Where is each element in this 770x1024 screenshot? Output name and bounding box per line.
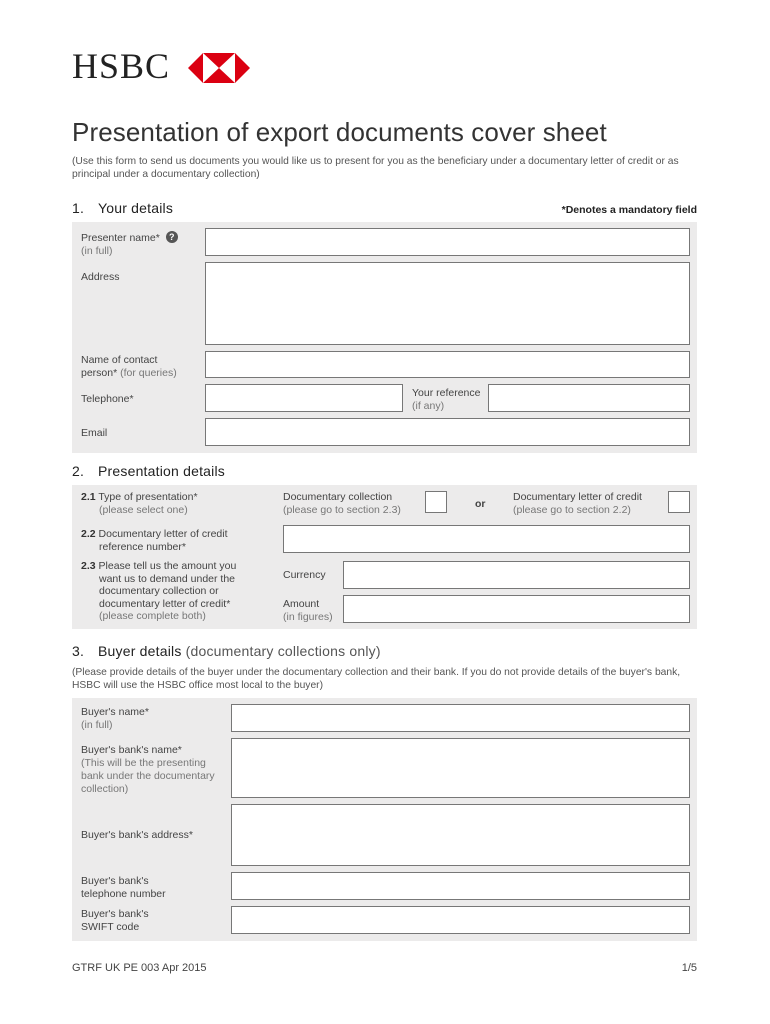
hsbc-logo-text: HSBC	[72, 46, 171, 86]
telephone-label: Telephone*	[81, 393, 134, 405]
email-label: Email	[81, 427, 108, 439]
amount-label-line3: documentary collection or	[99, 585, 219, 597]
email-input[interactable]	[205, 418, 690, 446]
section1-title: Your details	[98, 200, 174, 216]
documentary-collection-checkbox[interactable]	[425, 491, 447, 513]
section2-title: Presentation details	[98, 463, 225, 479]
amount-hint: (please complete both)	[99, 610, 206, 622]
option-collection-label-group	[283, 491, 401, 517]
bank-name-hint-line1: (This will be the presenting	[81, 757, 206, 769]
amount-label-line4: documentary letter of credit*	[99, 597, 231, 610]
amount-label-line1: Please tell us the amount you	[98, 560, 237, 572]
telephone-input[interactable]	[205, 384, 403, 412]
contact-name-input[interactable]	[205, 351, 690, 378]
section2-heading	[72, 463, 225, 479]
lc-ref-num: 2.2	[81, 528, 96, 540]
contact-hint: (for queries)	[120, 367, 177, 379]
bank-name-hint-line3: collection)	[81, 783, 129, 795]
bank-name-label-group	[81, 744, 215, 796]
presenter-name-label: Presenter name*	[81, 232, 160, 244]
bank-phone-label-line1: Buyer's bank's	[81, 875, 149, 887]
your-reference-input[interactable]	[488, 384, 690, 412]
option-lc-label: Documentary letter of credit	[513, 491, 642, 503]
buyer-name-label-group	[81, 706, 149, 732]
contact-label-group	[81, 354, 177, 380]
bank-name-label: Buyer's bank's name*	[81, 744, 182, 756]
amount-input[interactable]	[343, 595, 690, 623]
page-number: 1/5	[681, 962, 697, 974]
bank-phone-input[interactable]	[231, 872, 690, 900]
section3-title: Buyer details	[98, 643, 182, 659]
address-input[interactable]	[205, 262, 690, 345]
your-reference-hint: (if any)	[412, 400, 445, 412]
address-label: Address	[81, 271, 120, 283]
buyer-name-input[interactable]	[231, 704, 690, 732]
option-lc-label-group	[513, 491, 642, 517]
bank-swift-input[interactable]	[231, 906, 690, 934]
section3-heading	[72, 643, 381, 659]
lc-ref-label-line2: reference number*	[99, 541, 186, 553]
section3-title-suffix: (documentary collections only)	[185, 643, 381, 659]
bank-name-input[interactable]	[231, 738, 690, 798]
bank-name-hint-line2: bank under the documentary	[81, 770, 215, 782]
lc-ref-label-line1: Documentary letter of credit	[98, 528, 228, 540]
hsbc-hexagon-logo-icon	[188, 53, 250, 83]
bank-phone-label-group	[81, 875, 166, 901]
section1-number: 1.	[72, 200, 85, 216]
presenter-name-label-group	[81, 231, 178, 258]
lc-reference-input[interactable]	[283, 525, 690, 553]
presentation-type-label-group	[81, 491, 198, 517]
contact-label-line1: Name of contact	[81, 354, 158, 366]
section3-intro: (Please provide details of the buyer under the documentary collection and their bank. If you do not provide details of the buyer's bank, HSBC will use the HSBC office most local to the buyer)	[72, 667, 681, 691]
presenter-name-input[interactable]	[205, 228, 690, 256]
or-separator: or	[475, 498, 486, 510]
currency-input[interactable]	[343, 561, 690, 589]
bank-swift-label-line1: Buyer's bank's	[81, 908, 149, 920]
presentation-type-hint: (please select one)	[99, 504, 188, 516]
section1-heading	[72, 200, 173, 216]
option-collection-hint: (please go to section 2.3)	[283, 504, 401, 516]
bank-phone-label-line2: telephone number	[81, 888, 166, 900]
amount-field-label: Amount	[283, 598, 320, 610]
option-lc-hint: (please go to section 2.2)	[513, 504, 631, 516]
bank-address-label: Buyer's bank's address*	[81, 829, 193, 841]
form-intro: (Use this form to send us documents you would like us to present for you as the beneficiary under a documentary letter of credit or as principal under a documentary collection)	[72, 156, 679, 180]
page-title: Presentation of export documents cover sheet	[72, 117, 607, 147]
contact-label-line2: person*	[81, 367, 118, 379]
amount-field-hint: (in figures)	[283, 611, 333, 623]
section2-number: 2.	[72, 463, 85, 479]
buyer-name-hint: (in full)	[81, 719, 113, 731]
currency-label: Currency	[283, 569, 326, 581]
your-reference-label-group	[412, 387, 481, 413]
presenter-name-hint: (in full)	[81, 245, 113, 257]
amount-label-line2: want us to demand under the	[99, 572, 236, 585]
option-collection-label: Documentary collection	[283, 491, 393, 503]
buyer-name-label: Buyer's name*	[81, 706, 149, 718]
presentation-type-num: 2.1	[81, 491, 96, 503]
amount-field-label-group	[283, 598, 333, 624]
help-icon[interactable]: ?	[166, 231, 178, 243]
amount-num: 2.3	[81, 560, 96, 572]
bank-swift-label-group	[81, 908, 149, 934]
mandatory-note: *Denotes a mandatory field	[561, 204, 697, 216]
your-reference-label: Your reference	[412, 387, 481, 399]
documentary-lc-checkbox[interactable]	[668, 491, 690, 513]
bank-address-input[interactable]	[231, 804, 690, 866]
lc-ref-label-group	[81, 528, 228, 554]
form-code: GTRF UK PE 003 Apr 2015	[72, 962, 207, 974]
section3-number: 3.	[72, 643, 85, 659]
amount-label-group	[81, 560, 236, 623]
presentation-type-label: Type of presentation*	[98, 491, 198, 503]
bank-swift-label-line2: SWIFT code	[81, 921, 140, 933]
